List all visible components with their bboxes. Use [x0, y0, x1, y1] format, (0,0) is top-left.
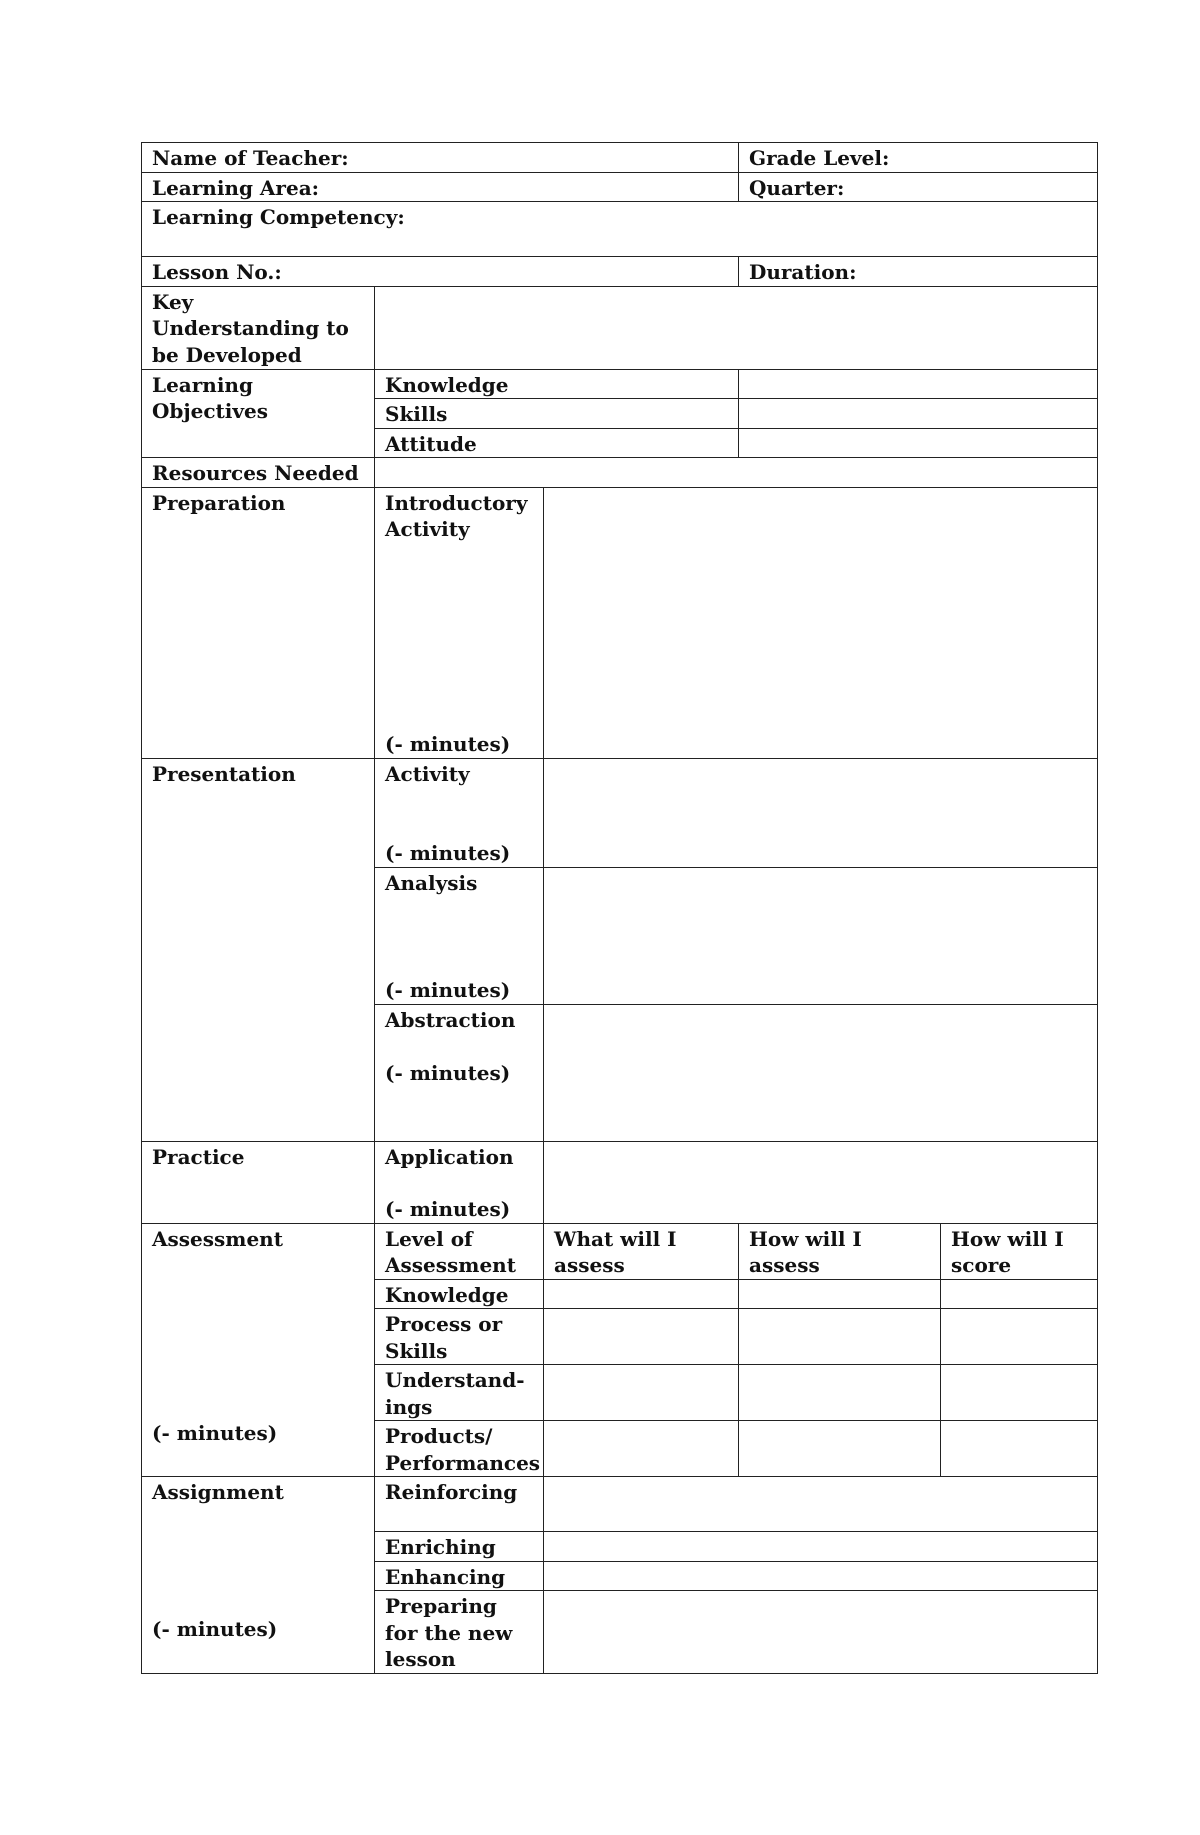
assessment-level-process: Process or Skills — [375, 1309, 544, 1365]
row-assignment-reinforcing — [142, 1477, 1098, 1532]
assessment-level-products: Products/ Performances — [375, 1421, 544, 1477]
name-of-teacher-cell[interactable]: Name of Teacher: — [142, 143, 739, 173]
assessment-understandings-how[interactable] — [739, 1365, 941, 1421]
assessment-understandings-score[interactable] — [941, 1365, 1098, 1421]
row-assessment-header — [142, 1223, 1098, 1279]
abstraction-value[interactable] — [544, 1004, 1098, 1141]
practice-label: Practice — [142, 1141, 375, 1223]
assignment-enhancing-value[interactable] — [544, 1561, 1098, 1591]
objective-skills-value[interactable] — [739, 399, 1098, 429]
objective-attitude-value[interactable] — [739, 428, 1098, 458]
objective-skills-label: Skills — [375, 399, 739, 429]
assessment-knowledge-score[interactable] — [941, 1279, 1098, 1309]
row-practice — [142, 1141, 1098, 1223]
introductory-activity-label: Introductory Activity — [385, 490, 528, 541]
assignment-enriching-label: Enriching — [375, 1532, 544, 1562]
assessment-process-how[interactable] — [739, 1309, 941, 1365]
duration-cell[interactable]: Duration: — [739, 257, 1098, 287]
introductory-activity-minutes: (- minutes) — [385, 732, 511, 756]
assignment-enriching-value[interactable] — [544, 1532, 1098, 1562]
row-key-understanding — [142, 286, 1098, 369]
row-competency — [142, 202, 1098, 257]
objective-knowledge-label: Knowledge — [375, 369, 739, 399]
assignment-preparing-label: Preparing for the new lesson — [375, 1591, 544, 1674]
assignment-label: Assignment — [152, 1480, 284, 1504]
abstraction-label: Abstraction — [385, 1007, 516, 1032]
introductory-activity-value[interactable] — [544, 487, 1098, 758]
objective-attitude-label: Attitude — [375, 428, 739, 458]
application-minutes: (- minutes) — [385, 1197, 511, 1221]
row-preparation — [142, 487, 1098, 758]
analysis-cell — [375, 867, 544, 1004]
assessment-knowledge-how[interactable] — [739, 1279, 941, 1309]
assessment-minutes: (- minutes) — [152, 1420, 278, 1445]
assessment-label: Assessment — [152, 1226, 283, 1251]
assignment-reinforcing-label: Reinforcing — [375, 1477, 544, 1532]
assessment-header-what: What will I assess — [544, 1223, 739, 1279]
application-cell — [375, 1141, 544, 1223]
row-presentation-activity — [142, 758, 1098, 867]
row-objective-knowledge — [142, 369, 1098, 399]
assessment-process-score[interactable] — [941, 1309, 1098, 1365]
activity-minutes: (- minutes) — [385, 841, 511, 865]
row-teacher — [142, 143, 1098, 173]
analysis-value[interactable] — [544, 867, 1098, 1004]
activity-cell — [375, 758, 544, 867]
abstraction-minutes: (- minutes) — [385, 1060, 511, 1085]
row-lesson-no — [142, 257, 1098, 287]
row-resources — [142, 458, 1098, 488]
assessment-label-cell — [142, 1223, 375, 1477]
objective-knowledge-value[interactable] — [739, 369, 1098, 399]
assessment-products-what[interactable] — [544, 1421, 739, 1477]
assessment-header-how: How will I assess — [739, 1223, 941, 1279]
quarter-cell[interactable]: Quarter: — [739, 172, 1098, 202]
assignment-label-cell — [142, 1477, 375, 1674]
introductory-activity-cell — [375, 487, 544, 758]
row-learning-area — [142, 172, 1098, 202]
application-value[interactable] — [544, 1141, 1098, 1223]
analysis-minutes: (- minutes) — [385, 978, 511, 1002]
presentation-label: Presentation — [142, 758, 375, 1141]
key-understanding-label: Key Understanding to be Developed — [142, 286, 375, 369]
activity-label: Activity — [385, 761, 470, 786]
lesson-no-cell[interactable]: Lesson No.: — [142, 257, 739, 287]
assessment-header-score: How will I score — [941, 1223, 1098, 1279]
assessment-products-how[interactable] — [739, 1421, 941, 1477]
assessment-header-level: Level of Assessment — [375, 1223, 544, 1279]
assignment-minutes: (- minutes) — [152, 1617, 278, 1641]
resources-needed-value[interactable] — [375, 458, 1098, 488]
assessment-process-what[interactable] — [544, 1309, 739, 1365]
preparation-label: Preparation — [142, 487, 375, 758]
resources-needed-label: Resources Needed — [142, 458, 375, 488]
learning-area-cell[interactable]: Learning Area: — [142, 172, 739, 202]
abstraction-cell — [375, 1004, 544, 1141]
assessment-level-knowledge: Knowledge — [375, 1279, 544, 1309]
assignment-enhancing-label: Enhancing — [375, 1561, 544, 1591]
activity-value[interactable] — [544, 758, 1098, 867]
learning-objectives-label: Learning Objectives — [142, 369, 375, 458]
analysis-label: Analysis — [385, 870, 478, 895]
assessment-level-understandings: Understand-ings — [375, 1365, 544, 1421]
key-understanding-value[interactable] — [375, 286, 1098, 369]
learning-competency-cell[interactable]: Learning Competency: — [142, 202, 1098, 257]
assessment-understandings-what[interactable] — [544, 1365, 739, 1421]
assignment-reinforcing-value[interactable] — [544, 1477, 1098, 1532]
grade-level-cell[interactable]: Grade Level: — [739, 143, 1098, 173]
lesson-plan-table — [141, 142, 1098, 1674]
assessment-products-score[interactable] — [941, 1421, 1098, 1477]
assignment-preparing-value[interactable] — [544, 1591, 1098, 1674]
assessment-knowledge-what[interactable] — [544, 1279, 739, 1309]
application-label: Application — [385, 1144, 514, 1169]
